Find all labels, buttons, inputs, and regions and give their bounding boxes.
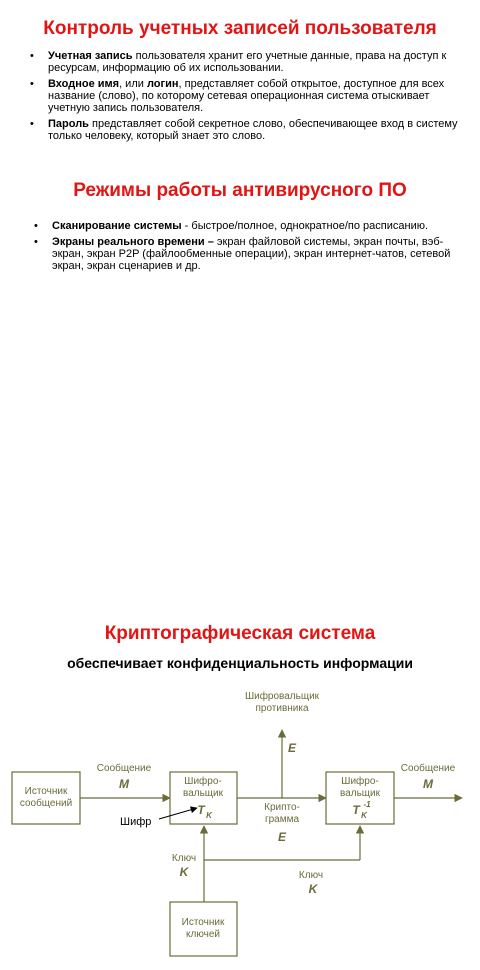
list-item: [30, 118, 460, 142]
e-symbol-cryptogram: E: [277, 830, 287, 844]
crypto-subtitle: обеспечивает конфиденциальность информации: [67, 655, 413, 671]
list-item: [34, 236, 454, 272]
list-item: [30, 78, 460, 114]
description: представляет собой секретное слово, обеспечивающее вход в систему только человеку, который знает это слово.: [48, 118, 458, 142]
inverse-exponent: -1: [363, 800, 371, 809]
key-label-right: Ключ: [298, 870, 324, 881]
k-subscript-decrypt: K: [361, 811, 367, 820]
m-symbol-out: M: [423, 777, 433, 791]
description: , представляет собой открытое, доступное для всех название (слово), по которому сетевая операционная система отыскивает учетную запись пользователя.: [48, 78, 445, 114]
accounts-list: [30, 50, 460, 146]
message-label-in: Сообщение: [96, 763, 152, 774]
t-symbol-encrypt: T: [197, 803, 205, 817]
connector-text: , или: [119, 78, 147, 90]
description: экран файловой системы, экран почты, вэб-экран, экран P2P (файлообменные операции), экран интернет-чатов, сетевой экран, экран сценариев и др.: [52, 236, 451, 272]
k-symbol-left: K: [179, 865, 189, 879]
term-login: логин: [146, 78, 179, 90]
encryptor-line2: вальщик: [183, 788, 223, 799]
message-label-out: Сообщение: [400, 763, 456, 774]
k-symbol-right: K: [308, 882, 318, 896]
section-title-accounts: Контроль учетных записей пользователя: [43, 18, 437, 39]
term: Сканирование системы: [52, 220, 182, 232]
key-source-line2: ключей: [186, 929, 220, 940]
cryptogram-line2: грамма: [264, 814, 300, 825]
t-symbol-decrypt: T: [352, 803, 360, 817]
source-messages-line2: сообщений: [19, 798, 73, 809]
key-source-line1: Источник: [181, 917, 225, 928]
adversary-label-line2: противника: [255, 703, 309, 714]
m-symbol-in: M: [119, 777, 129, 791]
term: Пароль: [48, 118, 89, 130]
decryptor-line2: вальщик: [340, 788, 380, 799]
key-label-left: Ключ: [171, 853, 197, 864]
section-title-antivirus: Режимы работы антивирусного ПО: [73, 180, 407, 201]
list-item: [30, 50, 460, 74]
term: Экраны реального времени –: [52, 236, 214, 248]
cipher-label: Шифр: [120, 816, 152, 828]
cryptogram-line1: Крипто-: [264, 802, 300, 813]
section-title-crypto: Криптографическая система: [104, 623, 376, 644]
decryptor-line1: Шифро-: [341, 776, 379, 787]
crypto-diagram: [0, 680, 480, 970]
antivirus-list: [34, 220, 454, 276]
source-messages-line1: Источник: [24, 786, 68, 797]
adversary-label-line1: Шифровальщик: [244, 691, 320, 702]
term: Входное имя: [48, 78, 120, 90]
k-subscript-encrypt: K: [206, 811, 212, 820]
list-item: [34, 220, 454, 232]
description: пользователя хранит его учетные данные, права на доступ к ресурсам, информацию об их использовании.: [48, 50, 447, 74]
encryptor-line1: Шифро-: [184, 776, 222, 787]
description: - быстрое/полное, однократное/по расписанию.: [181, 220, 429, 232]
term: Учетная запись: [48, 50, 133, 62]
e-symbol-upper: E: [287, 741, 297, 755]
